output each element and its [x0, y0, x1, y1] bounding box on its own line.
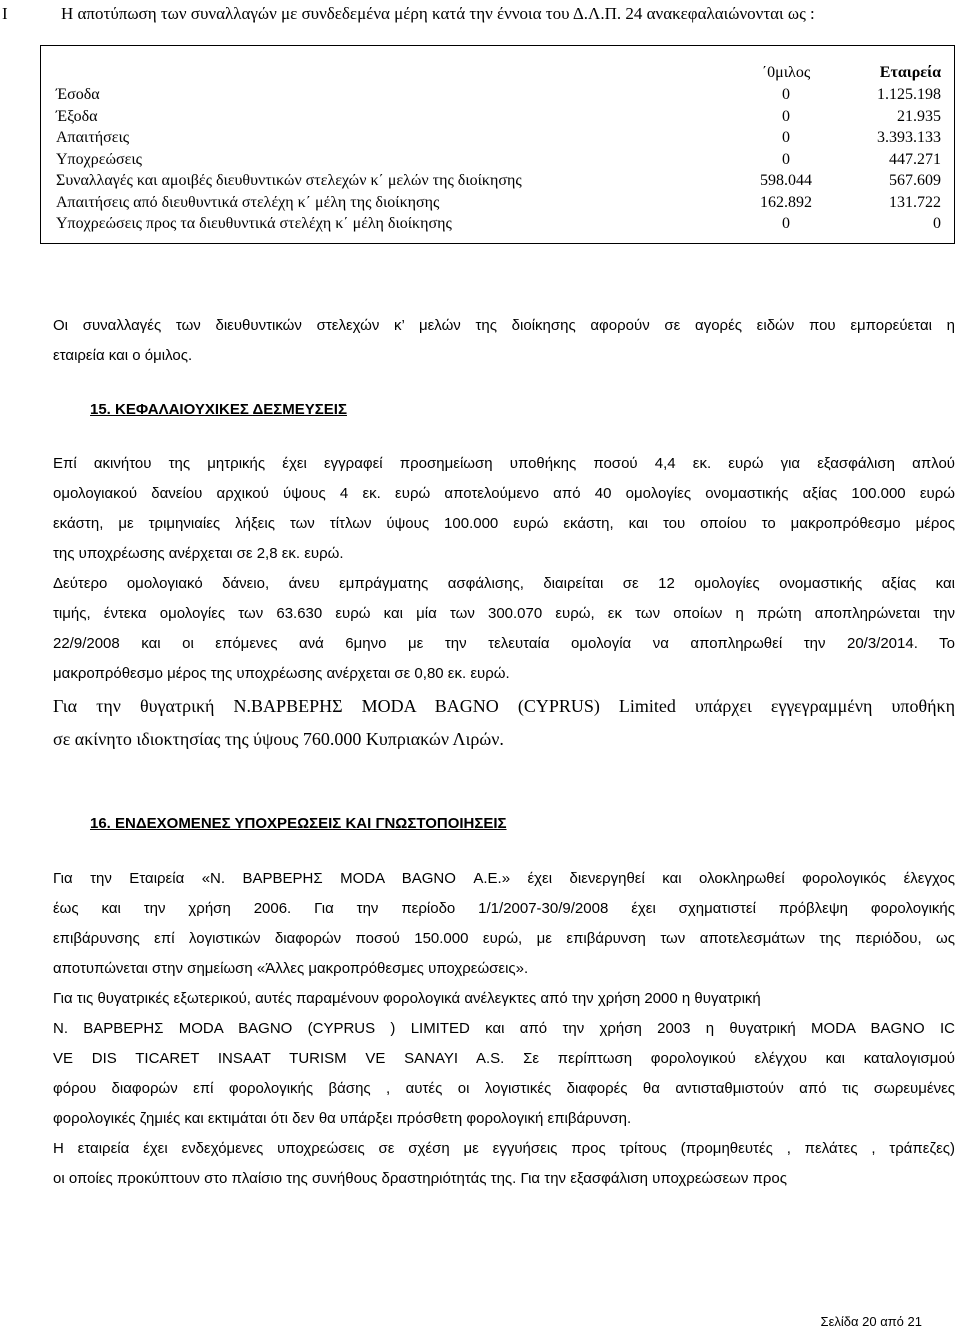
row-company-value: 567.609 — [889, 172, 941, 189]
row-label: Συναλλαγές και αμοιβές διευθυντικών στελεχών κ΄ μελών της διοίκησης — [56, 172, 522, 189]
text-line: Για την θυγατρική Ν.ΒΑΡΒΕΡΗΣ MODA BAGNO (CYPRUS) Limited υπάρχει εγγεγραμμένη υποθήκη — [53, 696, 955, 716]
text-line: τιμής, έντεκα ομολογίες των 63.630 ευρώ και μία των 300.070 ευρώ, εκ των οποίων η πρώτη αποπληρώνεται την — [53, 605, 955, 622]
row-group-value: 0 — [782, 129, 790, 146]
row-company-value: 131.722 — [889, 193, 941, 211]
text-line: Δεύτερο ομολογιακό δάνειο, άνευ εμπράγματης ασφάλισης, διαιρείται σε 12 ομολογίες ονομαστικής αξίας και — [53, 575, 955, 592]
row-group-value: 598.044 — [760, 172, 812, 189]
text-line: φορολογικές ζημιές και εκτιμάται ότι δεν θα υπάρξει πρόσθετη φορολογική επιβάρυνση. — [53, 1110, 632, 1127]
transactions-note — [53, 311, 955, 371]
text-line: Επί ακινήτου της μητρικής έχει εγγραφεί προσημείωση υποθήκης ποσού 4,4 εκ. ευρώ για εξασφάλιση απλού — [53, 455, 955, 472]
text-line: εκάστη, με τριμηνιαίες λήξεις των τίτλων ύψους 100.000 ευρώ εκάστη, και του οποίου το μακροπρόθεσμο μέρος — [53, 515, 955, 532]
related-parties-table — [40, 45, 955, 244]
row-company-value: 447.271 — [889, 150, 941, 168]
row-company-value: 0 — [933, 215, 941, 232]
text-line: της υποχρέωσης ανέρχεται σε 2,8 εκ. ευρώ. — [53, 545, 344, 562]
margin-mark: I — [2, 4, 8, 23]
text-line: οι οποίες προκύπτουν στο πλαίσιο της συνήθους δραστηριότητάς της. Για την εξασφάλιση υποχρεώσεων προς — [53, 1170, 787, 1187]
text-line: επιβάρυνσης επί λογιστικών διαφορών ποσού 150.000 ευρώ, με επιβάρυνση των αποτελεσμάτων της περιόδου, ως — [53, 930, 955, 947]
text-line: ομολογιακού δανείου αρχικού ύψους 4 εκ. ευρώ αποτελούμενο από 40 ομολογίες ονομαστικής αξίας 100.000 ευρώ — [53, 485, 955, 502]
row-label: Έσοδα — [56, 86, 100, 103]
section-16-text — [53, 864, 955, 1194]
row-company-value: 3.393.133 — [877, 129, 941, 146]
text-line: αποτυπώνεται στην σημείωση «Άλλες μακροπρόθεσμες υποχρεώσεις». — [53, 960, 529, 977]
row-group-value: 0 — [782, 107, 790, 125]
row-group-value: 0 — [782, 150, 790, 168]
text-line: Η εταιρεία έχει ενδεχόμενες υποχρεώσεις σε σχέση με εγγυήσεις προς τρίτους (προμηθευτές , πελάτες , τράπεζες) — [53, 1140, 955, 1157]
text-line: φόρου διαφορών επί φορολογικής βάσης , αυτές οι λογιστικές διαφορές θα αντισταθμιστούν από τις σωρευμένες — [53, 1080, 955, 1097]
row-label: Απαιτήσεις από διευθυντικά στελέχη κ΄ μέλη της διοίκησης — [56, 193, 440, 211]
table-row — [41, 172, 954, 194]
text-line: Οι συναλλαγές των διευθυντικών στελεχών κ’ μελών της διοίκησης αφορούν σε αγορές ειδών που εμπορεύεται η — [53, 317, 955, 334]
section-16-heading: 16. ΕΝΔΕΧΟΜΕΝΕΣ ΥΠΟΧΡΕΩΣΕΙΣ ΚΑΙ ΓΝΩΣΤΟΠΟΙΗΣΕΙΣ — [90, 815, 507, 832]
row-group-value: 162.892 — [760, 193, 812, 211]
row-company-value: 21.935 — [897, 107, 941, 125]
table-row — [41, 151, 954, 173]
row-group-value: 0 — [782, 215, 790, 232]
row-label: Απαιτήσεις — [56, 129, 130, 146]
text-line: Για την Εταιρεία «Ν. ΒΑΡΒΕΡΗΣ MODA BAGNO Α.Ε.» έχει διενεργηθεί και ολοκληρωθεί φορολογικός έλεγχος — [53, 870, 955, 887]
table-row — [41, 108, 954, 130]
text-line: Για τις θυγατρικές εξωτερικού, αυτές παραμένουν φορολογικά ανέλεγκτες από την χρήση 2000 η θυγατρική — [53, 990, 761, 1007]
text-line: σε ακίνητο ιδιοκτησίας της ύψους 760.000 Κυπριακών Λιρών. — [53, 729, 504, 749]
table-row — [41, 194, 954, 216]
table-row — [41, 86, 954, 108]
row-company-value: 1.125.198 — [877, 86, 941, 103]
cyprus-mortgage-text — [53, 690, 955, 756]
table-row — [41, 215, 954, 237]
row-label: Υποχρεώσεις — [56, 150, 142, 168]
text-line: Ν. ΒΑΡΒΕΡΗΣ MODA BAGNO (CYPRUS ) LIMITED και από την χρήση 2003 η θυγατρική MODA BAGNO IC — [53, 1020, 955, 1037]
row-label: Υποχρεώσεις προς τα διευθυντικά στελέχη κ΄ μέλη διοίκησης — [56, 215, 452, 232]
text-line: VE DIS TICARET INSAAT TURISM VE SANAYI A.S. Σε περίπτωση φορολογικού ελέγχου και καταλογισμού — [53, 1050, 955, 1067]
intro-text: Η αποτύπωση των συναλλαγών με συνδεδεμένα μέρη κατά την έννοια του Δ.Λ.Π. 24 ανακεφαλαιώνονται ως : — [61, 4, 815, 23]
header-company: Εταιρεία — [879, 64, 941, 81]
text-line: έως και την χρήση 2006. Για την περίοδο 1/1/2007-30/9/2008 έχει σχηματιστεί πρόβλεψη φορολογικής — [53, 900, 955, 917]
section-15-text — [53, 449, 955, 689]
header-group: ΄0μιλος — [761, 64, 811, 81]
text-line: εταιρεία και ο όμιλος. — [53, 347, 193, 364]
table-row — [41, 129, 954, 151]
table-header-row — [41, 64, 954, 86]
page-number: Σελίδα 20 από 21 — [820, 1314, 922, 1329]
row-label: Έξοδα — [56, 107, 98, 125]
text-line: μακροπρόθεσμο μέρος της υποχρέωσης ανέρχεται σε 0,80 εκ. ευρώ. — [53, 665, 510, 682]
section-15-heading: 15. ΚΕΦΑΛΑΙΟΥΧΙΚΕΣ ΔΕΣΜΕΥΣΕΙΣ — [90, 401, 347, 418]
row-group-value: 0 — [782, 86, 790, 103]
text-line: 22/9/2008 και οι επόμενες ανά 6μηνο με την τελευταία ομολογία να αποπληρωθεί την 20/3/2014. Το — [53, 635, 955, 652]
